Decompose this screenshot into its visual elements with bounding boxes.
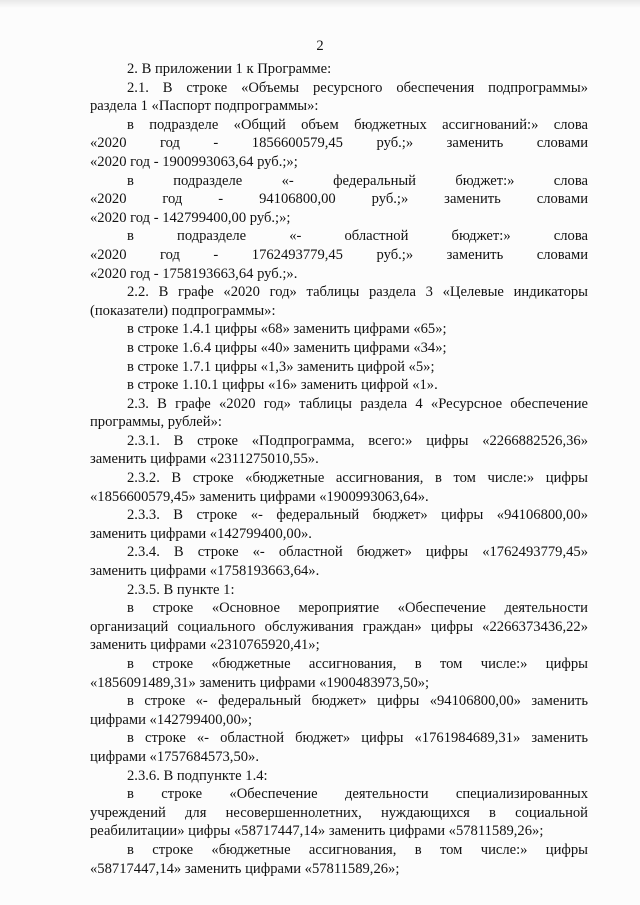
- text-line: заменить цифрами «1758193663,64».: [90, 563, 320, 580]
- text-line: «1856600579,45» заменить цифрами «1900993063,64».: [90, 488, 429, 505]
- text-line: в строке 1.6.4 цифры «40» заменить цифрами «34»;: [127, 339, 447, 356]
- text-line: учреждений для несовершеннолетних, нуждающихся в социальной: [90, 804, 588, 821]
- text-line: в подразделе «- федеральный бюджет:» слова: [127, 172, 588, 189]
- text-line: 2.3.5. В пункте 1:: [127, 581, 235, 598]
- text-line: в строке «Основное мероприятие «Обеспечение деятельности: [127, 600, 588, 617]
- text-line: реабилитации» цифры «58717447,14» заменить цифрами «57811589,26»;: [90, 823, 544, 840]
- text-line: в строке 1.4.1 цифры «68» заменить цифрами «65»;: [127, 321, 447, 338]
- text-line: в строке 1.7.1 цифры «1,3» заменить цифрой «5»;: [127, 358, 435, 375]
- text-line: «2020 год - 142799400,00 руб.;»;: [90, 209, 291, 226]
- document-body: [90, 60, 588, 878]
- text-line: 2.3.1. В строке «Подпрограмма, всего:» цифры «2266882526,36»: [127, 432, 588, 449]
- text-line: 2.2. В графе «2020 год» таблицы раздела 3 «Целевые индикаторы: [127, 284, 588, 301]
- text-line: в подразделе «- областной бюджет:» слова: [127, 228, 588, 245]
- text-line: «2020 год - 1856600579,45 руб.;» заменить словами: [90, 135, 588, 152]
- text-line: 2.3.6. В подпункте 1.4:: [127, 767, 268, 784]
- text-line: «2020 год - 1900993063,64 руб.;»;: [90, 153, 298, 170]
- text-line: организаций социального обслуживания граждан» цифры «2266373436,22»: [90, 618, 588, 635]
- text-line: в строке 1.10.1 цифры «16» заменить цифрой «1».: [127, 377, 438, 394]
- text-line: заменить цифрами «2311275010,55».: [90, 451, 319, 468]
- text-line: программы, рублей»:: [90, 414, 222, 431]
- text-line: в строке «Обеспечение деятельности специализированных: [127, 786, 588, 803]
- text-line: «2020 год - 1758193663,64 руб.;».: [90, 265, 298, 282]
- text-line: 2.3.3. В строке «- федеральный бюджет» цифры «94106800,00»: [127, 507, 588, 524]
- text-line: 2.3.4. В строке «- областной бюджет» цифры «1762493779,45»: [127, 544, 588, 561]
- text-line: 2.3. В графе «2020 год» таблицы раздела 4 «Ресурсное обеспечение: [127, 395, 588, 412]
- text-line: заменить цифрами «142799400,00».: [90, 525, 312, 542]
- text-line: цифрами «142799400,00»;: [90, 711, 253, 728]
- text-line: «2020 год - 94106800,00 руб.;» заменить словами: [90, 191, 588, 208]
- text-line: в строке «бюджетные ассигнования, в том числе:» цифры: [127, 841, 588, 858]
- text-line: (показатели) подпрограммы»:: [90, 302, 276, 319]
- text-line: в строке «бюджетные ассигнования, в том числе:» цифры: [127, 656, 588, 672]
- scan-edge-shadow: [0, 0, 640, 8]
- text-line: 2.3.2. В строке «бюджетные ассигнования, в том числе:» цифры: [127, 470, 588, 487]
- text-line: «1856091489,31» заменить цифрами «1900483973,50»;: [90, 674, 430, 691]
- text-line: раздела 1 «Паспорт подпрограммы»:: [90, 98, 319, 115]
- text-line: цифрами «1757684573,50».: [90, 748, 259, 765]
- text-line: 2.1. В строке «Объемы ресурсного обеспечения подпрограммы»: [127, 79, 588, 96]
- text-line: заменить цифрами «2310765920,41»;: [90, 637, 320, 654]
- text-line: в строке «- областной бюджет» цифры «1761984689,31» заменить: [127, 730, 588, 747]
- text-line: в строке «- федеральный бюджет» цифры «94106800,00» заменить: [127, 693, 588, 710]
- text-line: «58717447,14» заменить цифрами «57811589,26»;: [90, 860, 400, 877]
- page-number: 2: [316, 38, 324, 54]
- text-line: в подразделе «Общий объем бюджетных ассигнований:» слова: [127, 116, 588, 133]
- text-line: 2. В приложении 1 к Программе:: [127, 61, 332, 77]
- text-line: «2020 год - 1762493779,45 руб.;» заменить словами: [90, 246, 588, 263]
